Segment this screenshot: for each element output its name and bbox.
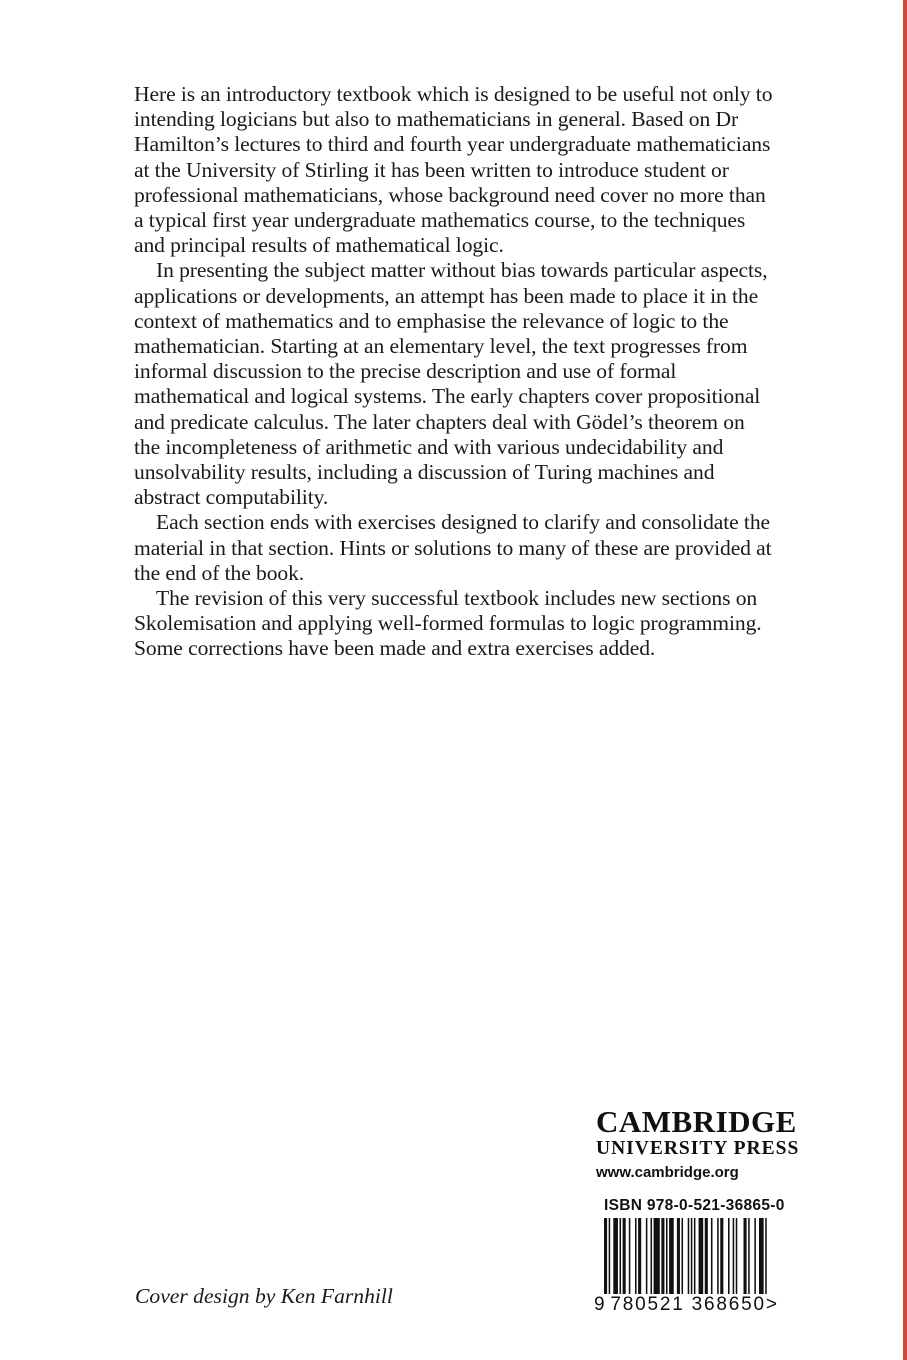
barcode-bar — [754, 1218, 756, 1294]
barcode-bar — [720, 1218, 723, 1294]
barcode-bar — [620, 1218, 622, 1294]
barcode-bar — [688, 1218, 690, 1294]
barcode-bar — [736, 1218, 738, 1294]
barcode-bar — [635, 1218, 637, 1294]
barcode-main-digits: 780521 368650 — [610, 1294, 766, 1315]
blurb-paragraph-3: Each section ends with exercises designed to clarify and consolidate the material in that section. Hints or solutions to many of these are provided at the end of the book. — [134, 510, 772, 585]
publisher-logo — [596, 1106, 836, 1184]
publisher-subtitle: UNIVERSITY PRESS — [596, 1138, 800, 1159]
barcode-bar — [677, 1218, 680, 1294]
blurb-paragraph-4: The revision of this very successful textbook includes new sections on Skolemisation and applying well-formed formulas to logic programming. Some corrections have been made and extra exercises added. — [134, 586, 762, 661]
barcode-bar — [748, 1218, 750, 1294]
barcode-bar — [666, 1218, 668, 1294]
barcode-bar — [682, 1218, 684, 1294]
barcode-bar — [646, 1218, 648, 1294]
isbn-block — [594, 1196, 816, 1316]
cover-edge-stripe — [903, 0, 907, 1360]
cover-design-credit: Cover design by Ken Farnhill — [135, 1284, 393, 1308]
barcode — [594, 1218, 816, 1294]
barcode-arrow: > — [765, 1294, 779, 1315]
blurb-paragraph-2: In presenting the subject matter without bias towards particular aspects, applications or developments, an attempt has been made to place it in the context of mathematics and to emphasise the relevance of logic to the mathematician. Starting at an elementary level, the text progresses from informal discussion to the precise description and use of formal mathematical and logical systems. The early chapters cover propositional and predicate calculus. The later chapters deal with Gödel’s theorem on the incompleteness of arithmetic and with various undecidability and unsolvability results, including a discussion of Turing machines and abstract computability. — [134, 258, 768, 510]
publisher-name: CAMBRIDGE — [596, 1104, 797, 1139]
blurb-paragraph-1: Here is an introductory textbook which is designed to be useful not only to intending logicians but also to mathematicians in general. Based on Dr Hamilton’s lectures to third and fourth year undergraduate mathematicians at the University of Stirling it has been written to introduce student or professional mathematicians, whose background need cover no more than a typical first year undergraduate mathematics course, to the techniques and principal results of mathematical logic. — [134, 82, 773, 258]
barcode-bar — [661, 1218, 664, 1294]
isbn-label: ISBN 978-0-521-36865-0 — [604, 1197, 785, 1214]
barcode-bar — [694, 1218, 696, 1294]
barcode-bar — [705, 1218, 708, 1294]
barcode-bar — [623, 1218, 626, 1294]
back-cover-blurb — [134, 82, 774, 662]
barcode-bar — [717, 1218, 719, 1294]
barcode-bar — [728, 1218, 730, 1294]
barcode-bar — [604, 1218, 607, 1294]
barcode-bar — [733, 1218, 735, 1294]
publisher-url: www.cambridge.org — [596, 1164, 739, 1181]
barcode-bar — [629, 1218, 631, 1294]
barcode-bar — [765, 1218, 767, 1294]
barcode-bar — [654, 1218, 660, 1294]
barcode-bar — [711, 1218, 713, 1294]
barcode-bar — [699, 1218, 704, 1294]
barcode-bar — [691, 1218, 693, 1294]
barcode-bar — [613, 1218, 618, 1294]
barcode-bar — [669, 1218, 674, 1294]
barcode-bar — [759, 1218, 764, 1294]
barcode-bar — [651, 1218, 653, 1294]
barcode-bar — [744, 1218, 747, 1294]
barcode-bar — [638, 1218, 641, 1294]
barcode-lead-digit: 9 — [594, 1294, 607, 1315]
barcode-digits — [594, 1294, 816, 1316]
barcode-bar — [609, 1218, 611, 1294]
